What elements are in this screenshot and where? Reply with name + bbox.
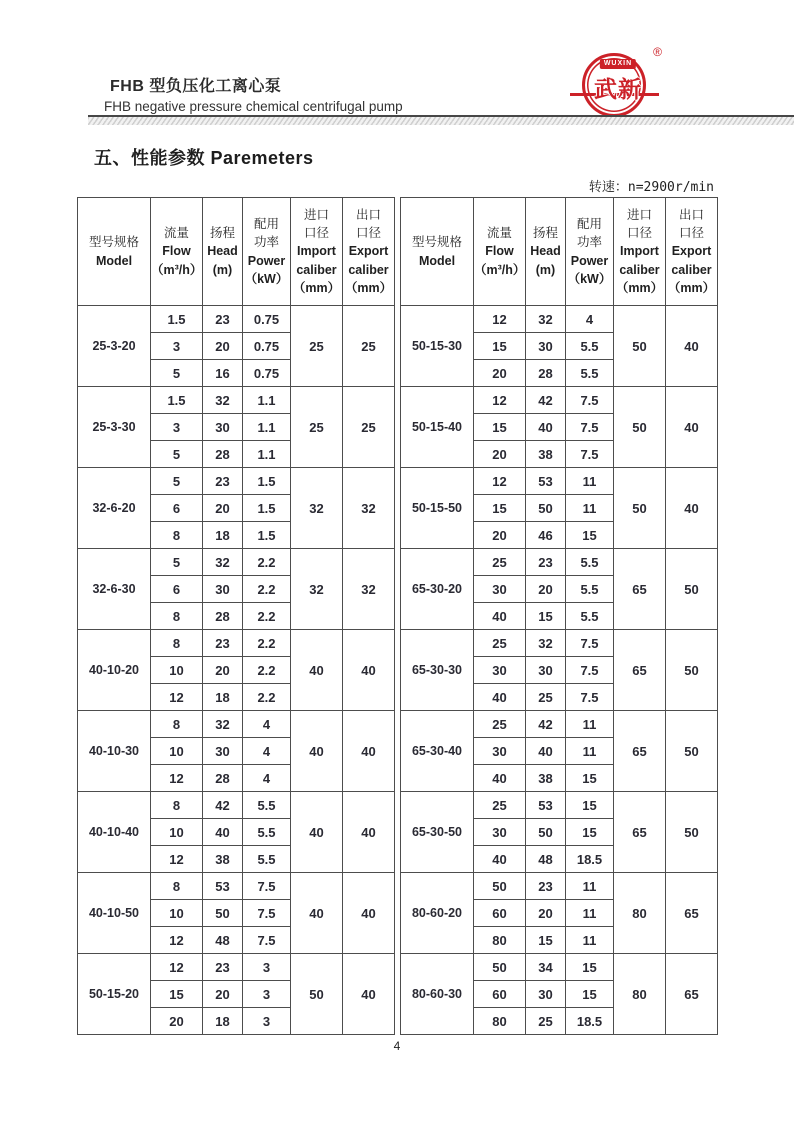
value-cell: 25 <box>474 630 526 657</box>
export-caliber-cell: 40 <box>666 468 718 549</box>
value-cell: 15 <box>526 603 566 630</box>
value-cell: 5.5 <box>566 603 614 630</box>
import-caliber-cell: 50 <box>614 387 666 468</box>
model-cell: 40-10-30 <box>78 711 151 792</box>
import-caliber-cell: 80 <box>614 873 666 954</box>
value-cell: 42 <box>526 711 566 738</box>
value-cell: 42 <box>526 387 566 414</box>
value-cell: 15 <box>566 792 614 819</box>
value-cell: 1.1 <box>243 441 291 468</box>
value-cell: 7.5 <box>566 630 614 657</box>
value-cell: 20 <box>474 360 526 387</box>
value-cell: 28 <box>526 360 566 387</box>
import-caliber-cell: 25 <box>291 306 343 387</box>
value-cell: 7.5 <box>566 387 614 414</box>
export-caliber-cell: 32 <box>343 468 395 549</box>
value-cell: 30 <box>474 819 526 846</box>
value-cell: 38 <box>203 846 243 873</box>
header-row <box>78 198 395 306</box>
value-cell: 11 <box>566 468 614 495</box>
value-cell: 0.75 <box>243 306 291 333</box>
value-cell: 20 <box>526 900 566 927</box>
model-cell: 50-15-50 <box>401 468 474 549</box>
value-cell: 48 <box>526 846 566 873</box>
import-caliber-cell: 50 <box>614 468 666 549</box>
spec-tables-container <box>77 197 718 1035</box>
value-cell: 5 <box>151 360 203 387</box>
value-cell: 1.5 <box>151 306 203 333</box>
value-cell: 40 <box>474 603 526 630</box>
import-caliber-cell: 40 <box>291 873 343 954</box>
column-header: 配用 功率 Power （kW） <box>566 198 614 306</box>
export-caliber-cell: 40 <box>343 954 395 1035</box>
table-row <box>78 549 395 576</box>
column-header: 出口 口径 Export caliber （mm） <box>666 198 718 306</box>
import-caliber-cell: 80 <box>614 954 666 1035</box>
value-cell: 6 <box>151 576 203 603</box>
value-cell: 15 <box>151 981 203 1008</box>
table-row <box>401 306 718 333</box>
value-cell: 2.2 <box>243 657 291 684</box>
column-header: 出口 口径 Export caliber （mm） <box>343 198 395 306</box>
value-cell: 42 <box>203 792 243 819</box>
value-cell: 1.1 <box>243 414 291 441</box>
export-caliber-cell: 50 <box>666 630 718 711</box>
import-caliber-cell: 32 <box>291 468 343 549</box>
model-cell: 40-10-20 <box>78 630 151 711</box>
value-cell: 30 <box>474 576 526 603</box>
value-cell: 40 <box>203 819 243 846</box>
import-caliber-cell: 25 <box>291 387 343 468</box>
import-caliber-cell: 40 <box>291 711 343 792</box>
value-cell: 12 <box>474 306 526 333</box>
value-cell: 32 <box>526 306 566 333</box>
value-cell: 15 <box>474 333 526 360</box>
model-cell: 50-15-30 <box>401 306 474 387</box>
value-cell: 11 <box>566 927 614 954</box>
rotation-speed-note: 转速：n=2900r/min <box>588 180 714 195</box>
value-cell: 2.2 <box>243 630 291 657</box>
value-cell: 23 <box>203 630 243 657</box>
registered-trademark-icon: ® <box>653 45 662 59</box>
value-cell: 60 <box>474 900 526 927</box>
value-cell: 20 <box>203 657 243 684</box>
value-cell: 12 <box>151 846 203 873</box>
spec-table-right <box>400 197 718 1035</box>
value-cell: 12 <box>474 387 526 414</box>
table-row <box>401 711 718 738</box>
value-cell: 80 <box>474 1008 526 1035</box>
value-cell: 8 <box>151 792 203 819</box>
value-cell: 30 <box>526 333 566 360</box>
value-cell: 7.5 <box>566 441 614 468</box>
table-row <box>401 630 718 657</box>
value-cell: 60 <box>474 981 526 1008</box>
model-cell: 32-6-30 <box>78 549 151 630</box>
value-cell: 5.5 <box>566 360 614 387</box>
value-cell: 8 <box>151 630 203 657</box>
value-cell: 20 <box>526 576 566 603</box>
value-cell: 5 <box>151 468 203 495</box>
export-caliber-cell: 40 <box>343 630 395 711</box>
value-cell: 40 <box>474 765 526 792</box>
value-cell: 5.5 <box>243 846 291 873</box>
value-cell: 5 <box>151 441 203 468</box>
model-cell: 65-30-30 <box>401 630 474 711</box>
export-caliber-cell: 65 <box>666 954 718 1035</box>
value-cell: 11 <box>566 900 614 927</box>
value-cell: 18.5 <box>566 1008 614 1035</box>
export-caliber-cell: 40 <box>343 792 395 873</box>
value-cell: 4 <box>243 765 291 792</box>
import-caliber-cell: 50 <box>291 954 343 1035</box>
value-cell: 23 <box>526 873 566 900</box>
value-cell: 15 <box>474 495 526 522</box>
table-row <box>401 387 718 414</box>
value-cell: 1.5 <box>243 468 291 495</box>
table-row <box>78 954 395 981</box>
model-cell: 25-3-30 <box>78 387 151 468</box>
value-cell: 7.5 <box>243 873 291 900</box>
value-cell: 32 <box>526 630 566 657</box>
value-cell: 28 <box>203 765 243 792</box>
export-caliber-cell: 65 <box>666 873 718 954</box>
value-cell: 8 <box>151 603 203 630</box>
column-header: 扬程 Head (m) <box>203 198 243 306</box>
value-cell: 7.5 <box>566 414 614 441</box>
value-cell: 11 <box>566 495 614 522</box>
import-caliber-cell: 65 <box>614 630 666 711</box>
value-cell: 5.5 <box>566 576 614 603</box>
model-cell: 50-15-40 <box>401 387 474 468</box>
value-cell: 2.2 <box>243 576 291 603</box>
value-cell: 15 <box>526 927 566 954</box>
value-cell: 15 <box>566 954 614 981</box>
table-row <box>78 630 395 657</box>
value-cell: 12 <box>474 468 526 495</box>
value-cell: 8 <box>151 522 203 549</box>
table-row <box>78 711 395 738</box>
model-cell: 80-60-30 <box>401 954 474 1035</box>
value-cell: 15 <box>566 981 614 1008</box>
value-cell: 1.5 <box>151 387 203 414</box>
doc-title-chinese: FHB 型负压化工离心泵 <box>110 78 282 95</box>
value-cell: 30 <box>203 576 243 603</box>
value-cell: 5.5 <box>566 549 614 576</box>
value-cell: 15 <box>566 765 614 792</box>
value-cell: 5.5 <box>566 333 614 360</box>
value-cell: 2.2 <box>243 684 291 711</box>
export-caliber-cell: 40 <box>666 306 718 387</box>
value-cell: 0.75 <box>243 360 291 387</box>
model-cell: 40-10-40 <box>78 792 151 873</box>
value-cell: 53 <box>203 873 243 900</box>
table-row <box>401 549 718 576</box>
value-cell: 4 <box>243 738 291 765</box>
header-divider-hatch <box>88 115 794 125</box>
value-cell: 11 <box>566 738 614 765</box>
value-cell: 23 <box>203 468 243 495</box>
value-cell: 3 <box>243 954 291 981</box>
model-cell: 65-30-50 <box>401 792 474 873</box>
value-cell: 10 <box>151 657 203 684</box>
value-cell: 20 <box>474 441 526 468</box>
value-cell: 32 <box>203 387 243 414</box>
model-cell: 80-60-20 <box>401 873 474 954</box>
model-cell: 50-15-20 <box>78 954 151 1035</box>
value-cell: 32 <box>203 711 243 738</box>
logo-brand-chinese: 武新 <box>594 76 642 102</box>
export-caliber-cell: 50 <box>666 711 718 792</box>
value-cell: 30 <box>526 981 566 1008</box>
value-cell: 3 <box>243 981 291 1008</box>
value-cell: 16 <box>203 360 243 387</box>
value-cell: 20 <box>203 981 243 1008</box>
value-cell: 4 <box>243 711 291 738</box>
value-cell: 46 <box>526 522 566 549</box>
column-header: 流量 Flow （m³/h） <box>151 198 203 306</box>
import-caliber-cell: 65 <box>614 792 666 873</box>
value-cell: 28 <box>203 441 243 468</box>
value-cell: 30 <box>474 738 526 765</box>
value-cell: 50 <box>203 900 243 927</box>
value-cell: 25 <box>526 684 566 711</box>
value-cell: 23 <box>203 954 243 981</box>
page-number: 4 <box>393 1039 401 1053</box>
value-cell: 40 <box>474 846 526 873</box>
brand-logo <box>570 44 666 124</box>
table-row <box>78 873 395 900</box>
value-cell: 3 <box>151 333 203 360</box>
value-cell: 48 <box>203 927 243 954</box>
value-cell: 8 <box>151 873 203 900</box>
value-cell: 10 <box>151 900 203 927</box>
value-cell: 34 <box>526 954 566 981</box>
value-cell: 25 <box>526 1008 566 1035</box>
value-cell: 7.5 <box>243 900 291 927</box>
table-row <box>401 954 718 981</box>
value-cell: 80 <box>474 927 526 954</box>
value-cell: 10 <box>151 819 203 846</box>
value-cell: 18 <box>203 684 243 711</box>
spec-table-left <box>77 197 395 1035</box>
value-cell: 30 <box>526 657 566 684</box>
model-cell: 65-30-40 <box>401 711 474 792</box>
column-header: 扬程 Head (m) <box>526 198 566 306</box>
value-cell: 20 <box>203 495 243 522</box>
value-cell: 25 <box>474 549 526 576</box>
export-caliber-cell: 25 <box>343 306 395 387</box>
value-cell: 11 <box>566 873 614 900</box>
value-cell: 7.5 <box>566 684 614 711</box>
header-row <box>401 198 718 306</box>
import-caliber-cell: 65 <box>614 711 666 792</box>
export-caliber-cell: 40 <box>666 387 718 468</box>
column-header: 型号规格 Model <box>78 198 151 306</box>
value-cell: 50 <box>526 495 566 522</box>
export-caliber-cell: 50 <box>666 549 718 630</box>
value-cell: 11 <box>566 711 614 738</box>
table-row <box>401 468 718 495</box>
value-cell: 7.5 <box>566 657 614 684</box>
value-cell: 12 <box>151 927 203 954</box>
value-cell: 30 <box>474 657 526 684</box>
value-cell: 15 <box>566 819 614 846</box>
model-cell: 65-30-20 <box>401 549 474 630</box>
logo-brand-latin: WUXIN <box>600 59 636 69</box>
value-cell: 5.5 <box>243 819 291 846</box>
value-cell: 50 <box>474 873 526 900</box>
column-header: 流量 Flow （m³/h） <box>474 198 526 306</box>
value-cell: 38 <box>526 765 566 792</box>
value-cell: 25 <box>474 792 526 819</box>
value-cell: 53 <box>526 792 566 819</box>
value-cell: 18 <box>203 522 243 549</box>
value-cell: 12 <box>151 684 203 711</box>
model-cell: 32-6-20 <box>78 468 151 549</box>
value-cell: 12 <box>151 765 203 792</box>
export-caliber-cell: 40 <box>343 873 395 954</box>
model-cell: 40-10-50 <box>78 873 151 954</box>
value-cell: 23 <box>526 549 566 576</box>
value-cell: 23 <box>203 306 243 333</box>
table-row <box>78 387 395 414</box>
doc-title-english: FHB negative pressure chemical centrifugal pump <box>104 99 403 114</box>
value-cell: 50 <box>474 954 526 981</box>
value-cell: 3 <box>151 414 203 441</box>
value-cell: 38 <box>526 441 566 468</box>
column-header: 型号规格 Model <box>401 198 474 306</box>
export-caliber-cell: 32 <box>343 549 395 630</box>
value-cell: 0.75 <box>243 333 291 360</box>
value-cell: 1.5 <box>243 495 291 522</box>
value-cell: 10 <box>151 738 203 765</box>
value-cell: 18.5 <box>566 846 614 873</box>
column-header: 配用 功率 Power （kW） <box>243 198 291 306</box>
value-cell: 5.5 <box>243 792 291 819</box>
value-cell: 40 <box>526 414 566 441</box>
import-caliber-cell: 65 <box>614 549 666 630</box>
value-cell: 40 <box>526 738 566 765</box>
value-cell: 50 <box>526 819 566 846</box>
value-cell: 15 <box>474 414 526 441</box>
export-caliber-cell: 40 <box>343 711 395 792</box>
value-cell: 1.1 <box>243 387 291 414</box>
export-caliber-cell: 50 <box>666 792 718 873</box>
value-cell: 3 <box>243 1008 291 1035</box>
import-caliber-cell: 32 <box>291 549 343 630</box>
value-cell: 32 <box>203 549 243 576</box>
value-cell: 15 <box>566 522 614 549</box>
table-row <box>78 792 395 819</box>
table-row <box>401 792 718 819</box>
value-cell: 12 <box>151 954 203 981</box>
section-title: 五、性能参数 Paremeters <box>94 148 314 168</box>
value-cell: 2.2 <box>243 549 291 576</box>
model-cell: 25-3-20 <box>78 306 151 387</box>
value-cell: 5 <box>151 549 203 576</box>
import-caliber-cell: 40 <box>291 630 343 711</box>
table-row <box>401 873 718 900</box>
value-cell: 1.5 <box>243 522 291 549</box>
column-header: 进口 口径 Import caliber （mm） <box>614 198 666 306</box>
value-cell: 30 <box>203 414 243 441</box>
column-header: 进口 口径 Import caliber （mm） <box>291 198 343 306</box>
value-cell: 8 <box>151 711 203 738</box>
value-cell: 25 <box>474 711 526 738</box>
value-cell: 7.5 <box>243 927 291 954</box>
value-cell: 4 <box>566 306 614 333</box>
value-cell: 28 <box>203 603 243 630</box>
table-row <box>78 306 395 333</box>
value-cell: 20 <box>151 1008 203 1035</box>
value-cell: 30 <box>203 738 243 765</box>
value-cell: 20 <box>474 522 526 549</box>
value-cell: 20 <box>203 333 243 360</box>
value-cell: 40 <box>474 684 526 711</box>
export-caliber-cell: 25 <box>343 387 395 468</box>
value-cell: 53 <box>526 468 566 495</box>
table-row <box>78 468 395 495</box>
value-cell: 2.2 <box>243 603 291 630</box>
import-caliber-cell: 40 <box>291 792 343 873</box>
value-cell: 18 <box>203 1008 243 1035</box>
import-caliber-cell: 50 <box>614 306 666 387</box>
value-cell: 6 <box>151 495 203 522</box>
